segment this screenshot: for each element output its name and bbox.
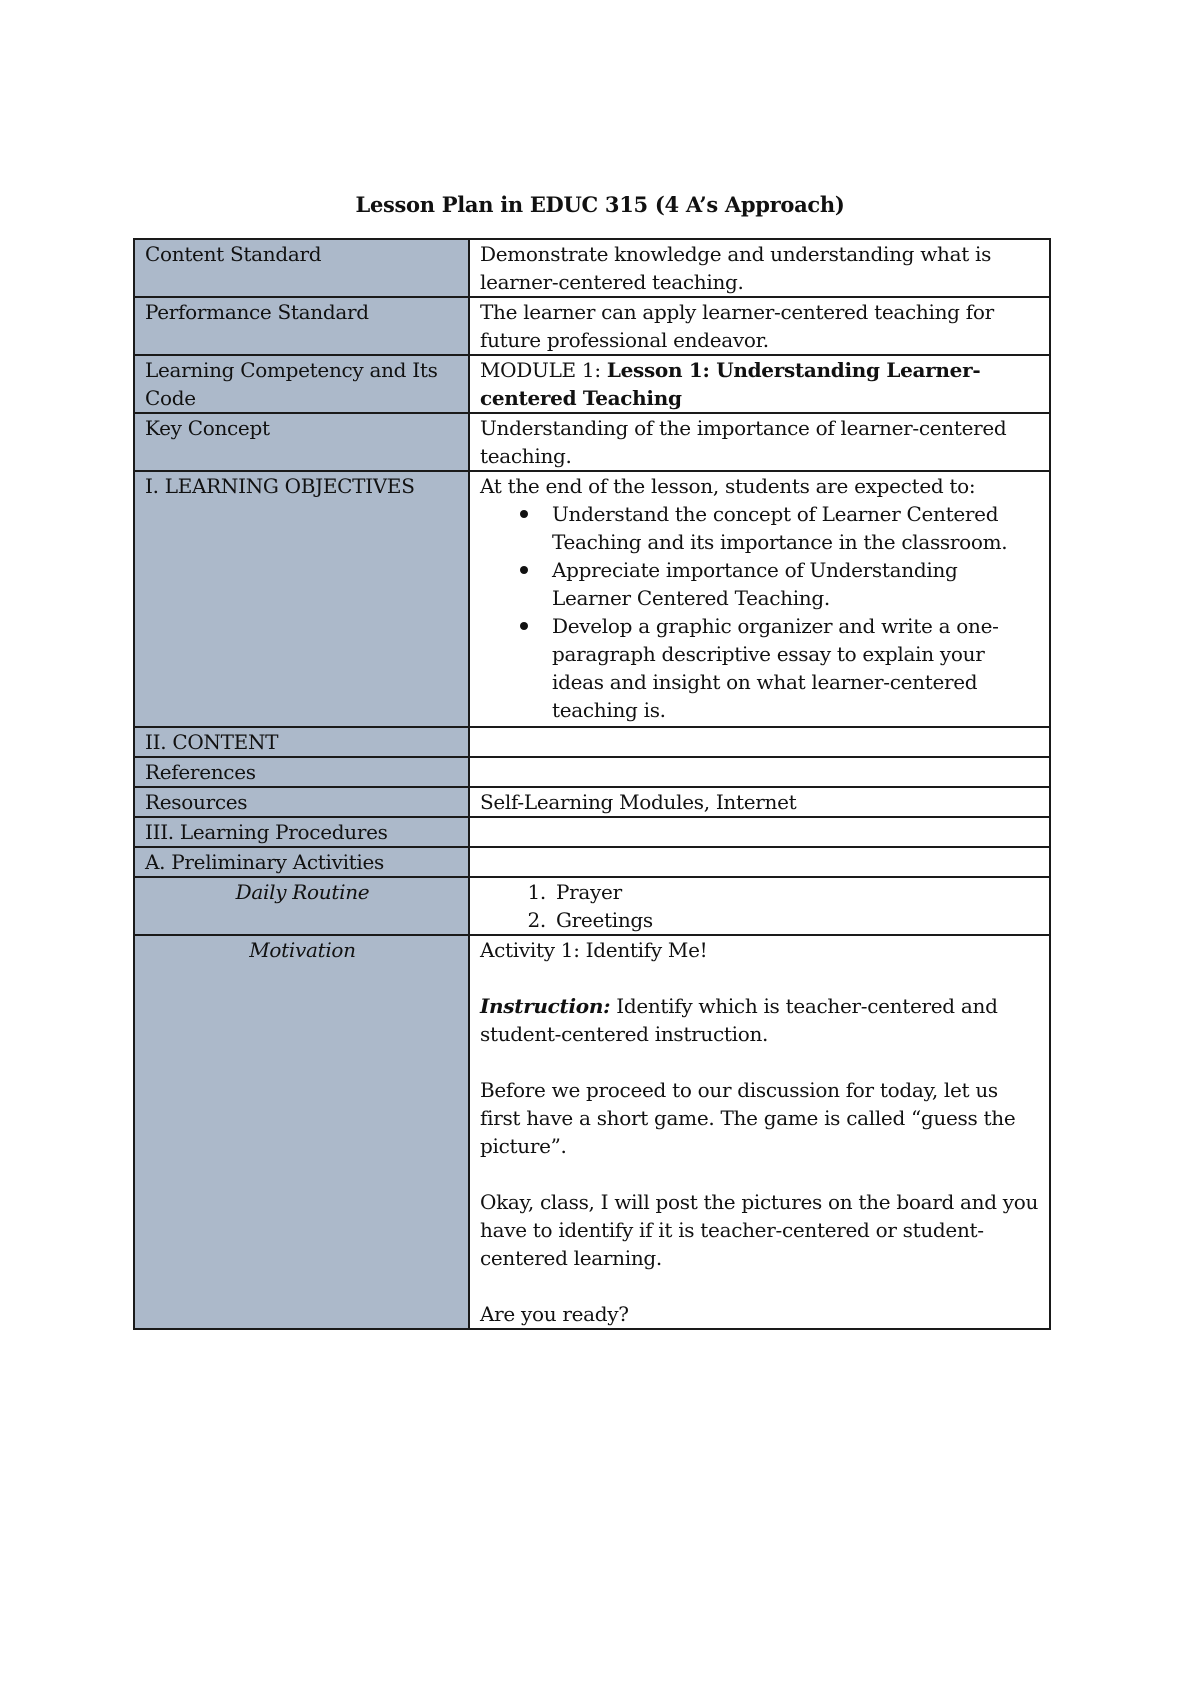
motivation-paragraph-1: Before we proceed to our discussion for today, let us first have a short game. The game is called “guess the picture”. xyxy=(480,1078,1016,1158)
content-standard-value: Demonstrate knowledge and understanding what is learner-centered teaching. xyxy=(469,239,1050,297)
learning-competency-value xyxy=(469,355,1050,413)
list-item: Understand the concept of Learner Centered Teaching and its importance in the classroom. xyxy=(552,500,1041,556)
table-row xyxy=(134,297,1050,355)
lesson-title: Lesson 1: Understanding Learner-centered Teaching xyxy=(480,358,981,410)
activity-title: Activity 1: Identify Me! xyxy=(480,938,708,962)
list-item: 2. Greetings xyxy=(552,906,1041,934)
resources-label: Resources xyxy=(134,787,469,817)
motivation-value xyxy=(469,935,1050,1329)
learning-competency-label: Learning Competency and Its Code xyxy=(134,355,469,413)
preliminary-activities-label: A. Preliminary Activities xyxy=(134,847,469,877)
motivation-paragraph-3: Are you ready? xyxy=(480,1302,629,1326)
objectives-list xyxy=(480,500,1041,724)
motivation-label: Motivation xyxy=(134,935,469,1329)
table-row xyxy=(134,877,1050,935)
references-value xyxy=(469,757,1050,787)
key-concept-value: Understanding of the importance of learner-centered teaching. xyxy=(469,413,1050,471)
learning-objectives-value xyxy=(469,471,1050,727)
table-row xyxy=(134,847,1050,877)
module-prefix: MODULE 1: xyxy=(480,358,607,382)
instruction-paragraph xyxy=(480,992,1041,1048)
table-row xyxy=(134,355,1050,413)
lesson-plan-table xyxy=(133,238,1051,1330)
routine-list xyxy=(480,878,1041,934)
table-row xyxy=(134,787,1050,817)
motivation-paragraph-2: Okay, class, I will post the pictures on the board and you have to identify if it is teacher-centered or student-centered learning. xyxy=(480,1190,1039,1270)
instruction-text: Identify which is teacher-centered and student-centered instruction. xyxy=(480,994,998,1046)
performance-standard-value: The learner can apply learner-centered teaching for future professional endeavor. xyxy=(469,297,1050,355)
table-row xyxy=(134,727,1050,757)
learning-procedures-label: III. Learning Procedures xyxy=(134,817,469,847)
list-item: Develop a graphic organizer and write a one-paragraph descriptive essay to explain your ideas and insight on what learner-centered teaching is. xyxy=(552,612,1041,724)
table-row xyxy=(134,935,1050,1329)
references-label: References xyxy=(134,757,469,787)
list-item: 1. Prayer xyxy=(552,878,1041,906)
table-row xyxy=(134,239,1050,297)
instruction-label: Instruction: xyxy=(480,994,611,1018)
key-concept-label: Key Concept xyxy=(134,413,469,471)
content-value xyxy=(469,727,1050,757)
table-row xyxy=(134,413,1050,471)
table-row xyxy=(134,817,1050,847)
daily-routine-value xyxy=(469,877,1050,935)
content-label: II. CONTENT xyxy=(134,727,469,757)
table-row xyxy=(134,471,1050,727)
performance-standard-label: Performance Standard xyxy=(134,297,469,355)
resources-value: Self-Learning Modules, Internet xyxy=(469,787,1050,817)
daily-routine-label: Daily Routine xyxy=(134,877,469,935)
page-title: Lesson Plan in EDUC 315 (4 A’s Approach) xyxy=(355,192,845,217)
list-item: Appreciate importance of Understanding Learner Centered Teaching. xyxy=(552,556,1041,612)
learning-objectives-label: I. LEARNING OBJECTIVES xyxy=(134,471,469,727)
preliminary-activities-value xyxy=(469,847,1050,877)
table-row xyxy=(134,757,1050,787)
objectives-intro: At the end of the lesson, students are expected to: xyxy=(480,474,976,498)
content-standard-label: Content Standard xyxy=(134,239,469,297)
learning-procedures-value xyxy=(469,817,1050,847)
